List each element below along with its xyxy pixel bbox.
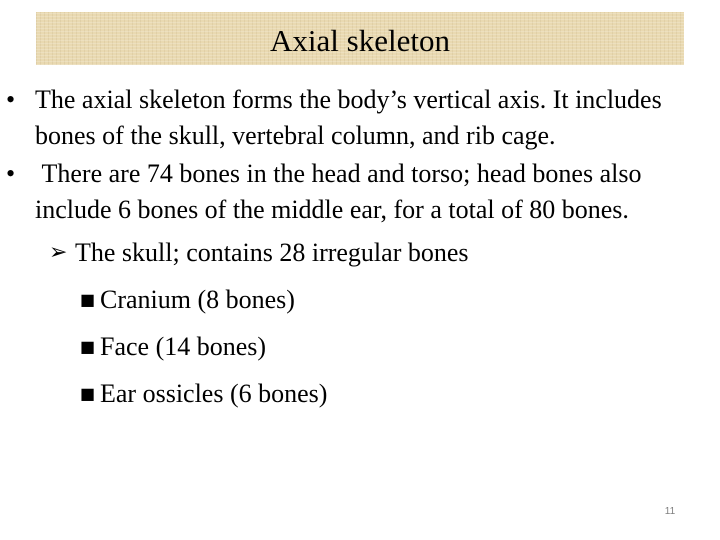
sub-sub-bullet-item (0, 329, 720, 365)
sub-sub-bullet-item (0, 376, 720, 412)
slide-title: Axial skeleton (270, 23, 450, 58)
square-bullet-icon: ■ (80, 290, 96, 309)
sub-sub-bullet-item (0, 282, 720, 318)
sub-sub-bullet-text: Cranium (8 bones) (100, 285, 295, 314)
sub-bullet-text: The skull; contains 28 irregular bones (75, 238, 469, 267)
bullet-item (0, 156, 720, 228)
bullet-text: There are 74 bones in the head and torso; head bones also include 6 bones of the middle ear, for a total of 80 bones. (35, 159, 648, 224)
sub-bullet-item (0, 235, 720, 271)
sub-sub-bullet-text: Face (14 bones) (100, 332, 267, 361)
bullet-item (0, 82, 720, 154)
arrow-bullet-icon: ➢ (49, 240, 68, 265)
page-number: 11 (664, 506, 676, 517)
title-banner (36, 12, 684, 65)
bullet-text: The axial skeleton forms the body’s vertical axis. It includes bones of the skull, vertebral column, and rib cage. (35, 85, 662, 150)
slide-body (0, 82, 720, 412)
sub-sub-bullet-text: Ear ossicles (6 bones) (100, 379, 328, 408)
square-bullet-icon: ■ (80, 337, 96, 356)
square-bullet-icon: ■ (80, 384, 96, 403)
bullet-dot-icon: • (6, 85, 16, 114)
bullet-dot-icon: • (6, 159, 16, 188)
